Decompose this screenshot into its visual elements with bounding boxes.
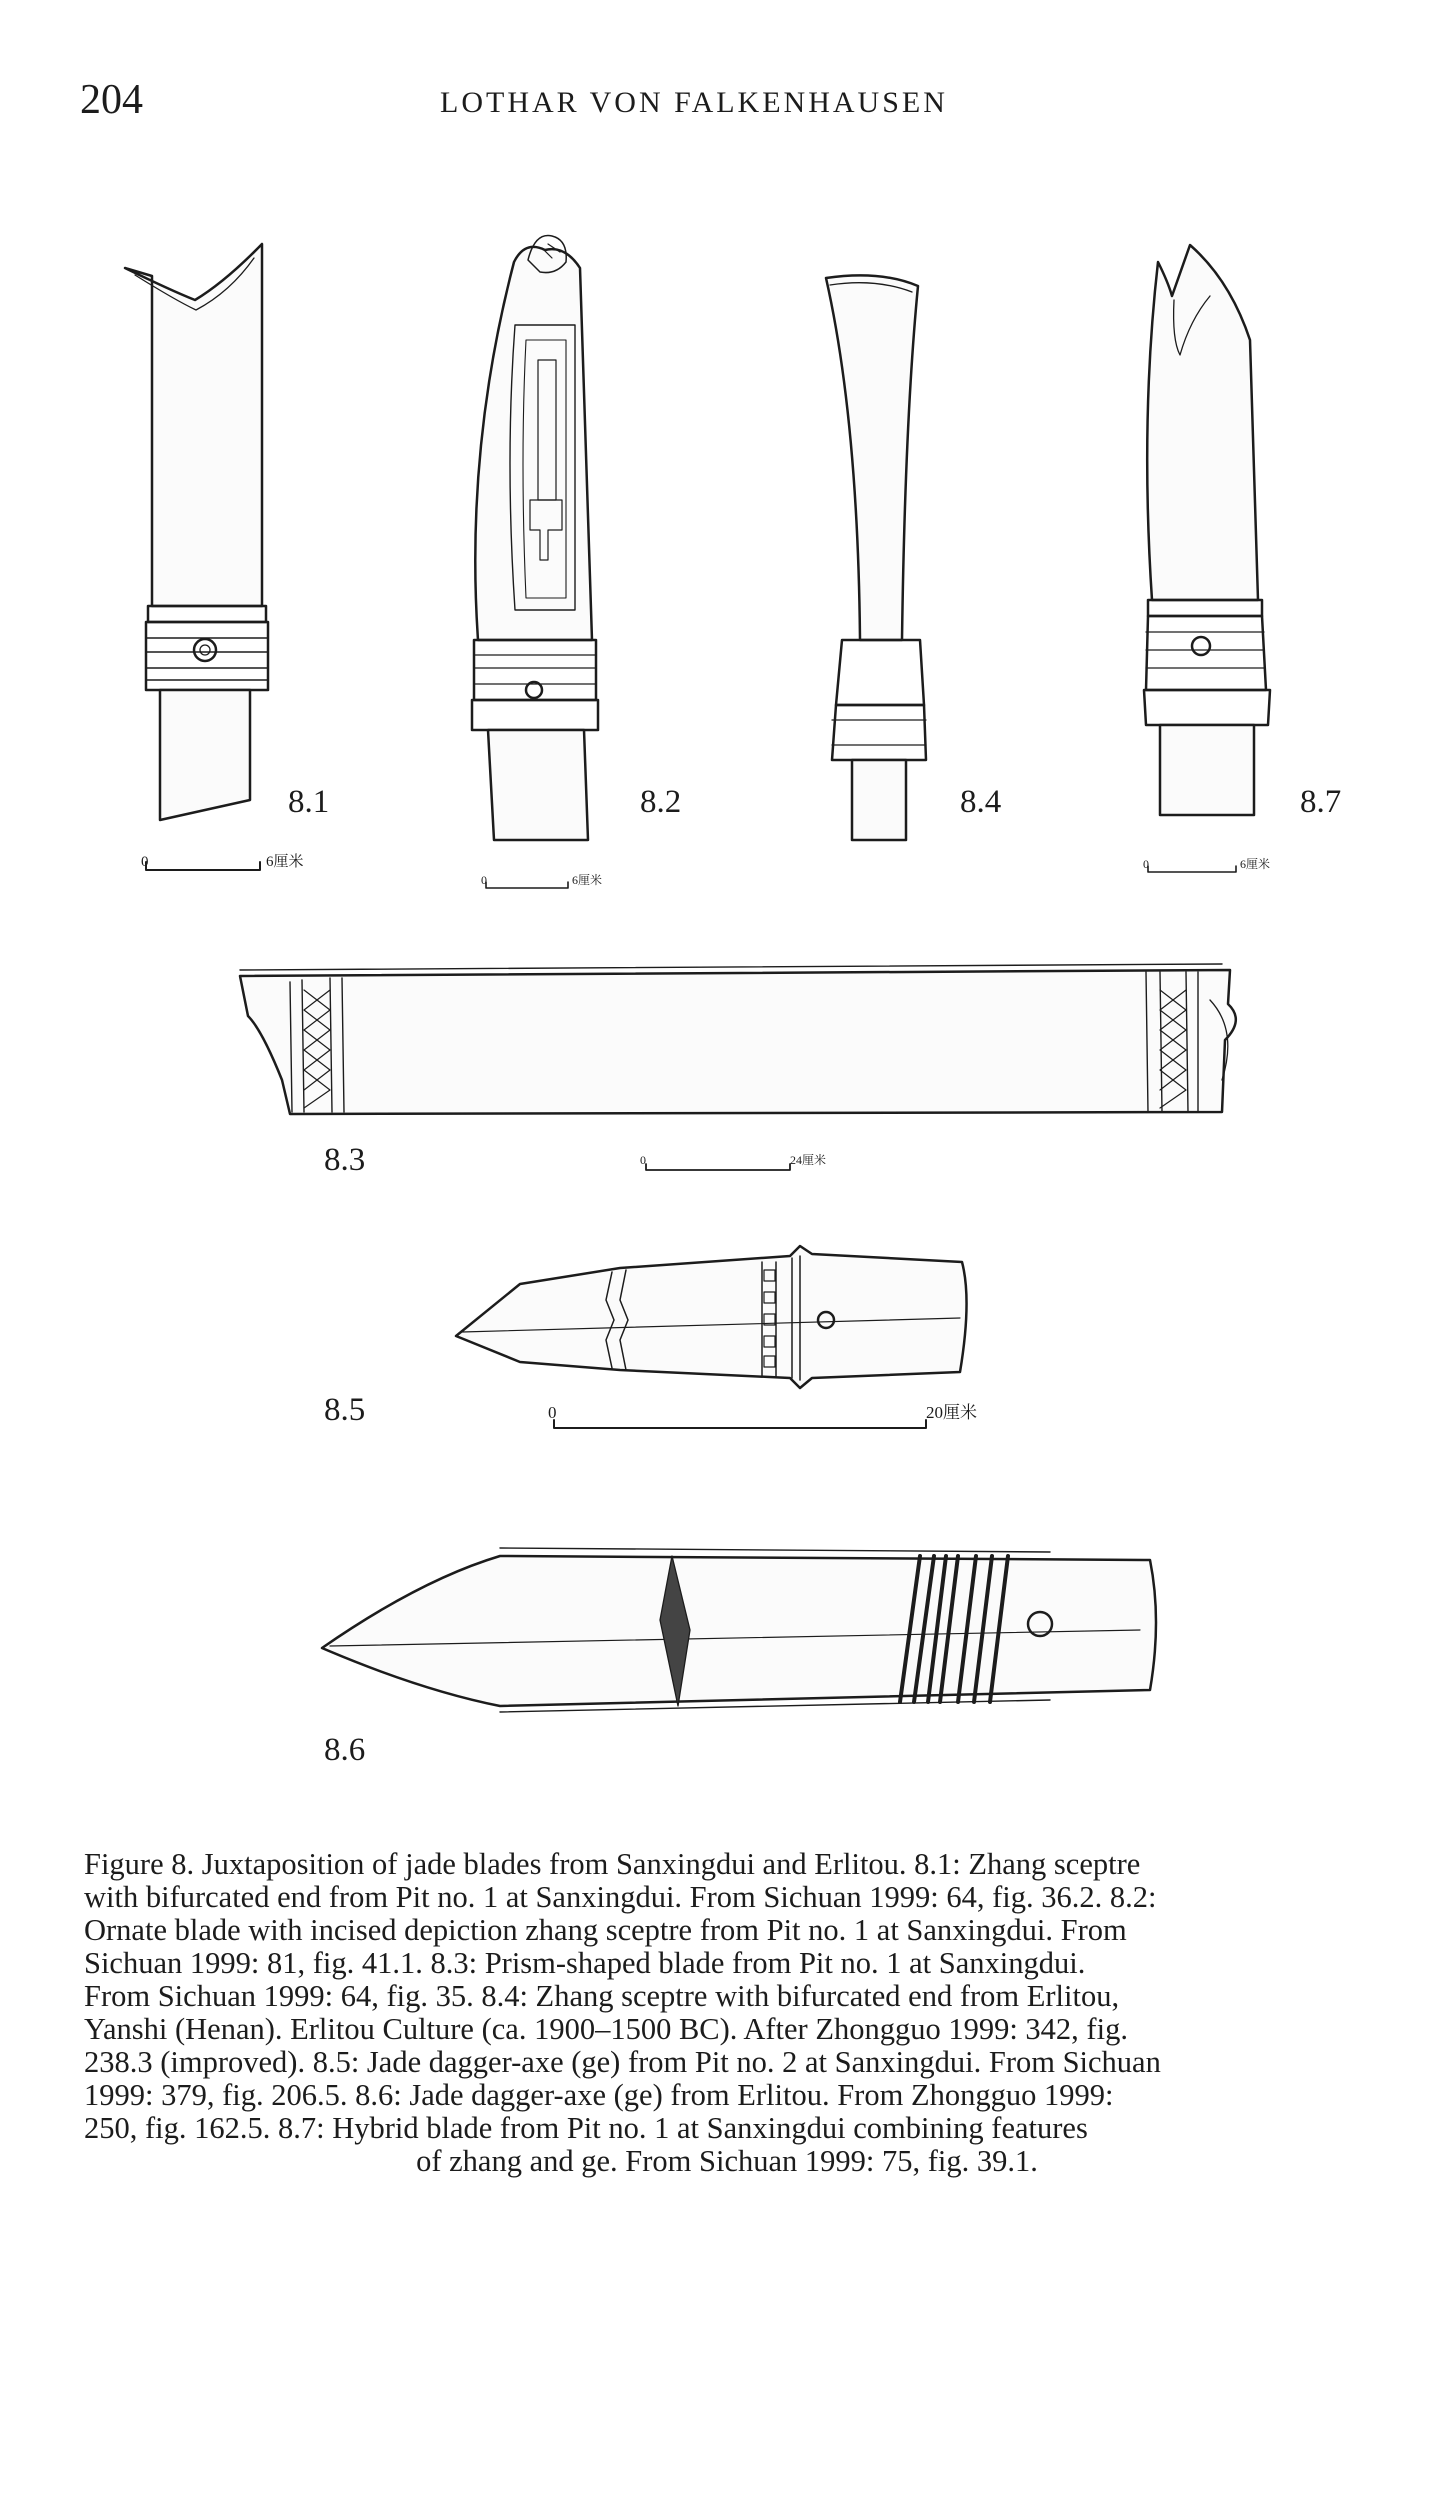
figure-caption [84, 1848, 1370, 2178]
svg-text:0: 0 [548, 1403, 557, 1422]
scale-bar-8-1 [141, 853, 304, 870]
caption-line: Yanshi (Henan). Erlitou Culture (ca. 1900–1500 BC). After Zhongguo 1999: 342, fig. [84, 2012, 1128, 2046]
scale-bar-8-2 [481, 872, 602, 888]
caption-line: Figure 8. Juxtaposition of jade blades from Sanxingdui and Erlitou. 8.1: Zhang sceptre [84, 1847, 1141, 1881]
scale-bar-8-5 [548, 1403, 977, 1428]
svg-text:24厘米: 24厘米 [790, 1153, 827, 1167]
scale-bar-8-7 [1143, 856, 1270, 872]
caption-line: 1999: 379, fig. 206.5. 8.6: Jade dagger-axe (ge) from Erlitou. From Zhongguo 1999: [84, 2078, 1114, 2112]
caption-line: 250, fig. 162.5. 8.7: Hybrid blade from Pit no. 1 at Sanxingdui combining features [84, 2111, 1088, 2145]
fig-label-8-3: 8.3 [324, 1142, 366, 1178]
blade-drawing-8-5 [456, 1246, 967, 1388]
blade-drawing-8-6 [322, 1548, 1156, 1712]
caption-line: with bifurcated end from Pit no. 1 at Sanxingdui. From Sichuan 1999: 64, fig. 36.2. 8.2: [84, 1880, 1157, 1914]
blade-drawing-8-2 [472, 236, 598, 841]
svg-text:0: 0 [640, 1153, 646, 1167]
running-head: LOTHAR VON FALKENHAUSEN [440, 86, 948, 119]
blade-drawing-8-3 [240, 964, 1236, 1114]
scale-bar-8-3 [640, 1152, 826, 1170]
svg-text:0: 0 [141, 854, 149, 870]
caption-line: Sichuan 1999: 81, fig. 41.1. 8.3: Prism-shaped blade from Pit no. 1 at Sanxingdui. [84, 1946, 1086, 1980]
fig-label-8-4: 8.4 [960, 784, 1002, 820]
blade-drawing-8-7 [1144, 245, 1270, 815]
svg-text:0: 0 [481, 873, 487, 887]
blade-drawing-8-1 [125, 244, 268, 820]
caption-figure-label: Figure 8. [84, 1847, 195, 1881]
caption-line: 238.3 (improved). 8.5: Jade dagger-axe (ge) from Pit no. 2 at Sanxingdui. From Sichuan [84, 2045, 1161, 2079]
svg-text:20厘米: 20厘米 [926, 1403, 977, 1422]
caption-line: Ornate blade with incised depiction zhang sceptre from Pit no. 1 at Sanxingdui. From [84, 1913, 1127, 1947]
svg-text:6厘米: 6厘米 [572, 873, 603, 887]
caption-line: From Sichuan 1999: 64, fig. 35. 8.4: Zhang sceptre with bifurcated end from Erlitou, [84, 1979, 1120, 2013]
svg-text:0: 0 [1143, 857, 1149, 871]
fig-label-8-2: 8.2 [640, 784, 682, 820]
page-number: 204 [80, 77, 143, 123]
fig-label-8-1: 8.1 [288, 784, 330, 820]
fig-label-8-6: 8.6 [324, 1732, 366, 1768]
blade-drawing-8-4 [826, 275, 926, 840]
fig-label-8-7: 8.7 [1300, 784, 1342, 820]
caption-line: of zhang and ge. From Sichuan 1999: 75, fig. 39.1. [416, 2144, 1038, 2178]
fig-label-8-5: 8.5 [324, 1392, 366, 1428]
svg-text:6厘米: 6厘米 [1240, 857, 1271, 871]
svg-text:6厘米: 6厘米 [266, 854, 304, 870]
